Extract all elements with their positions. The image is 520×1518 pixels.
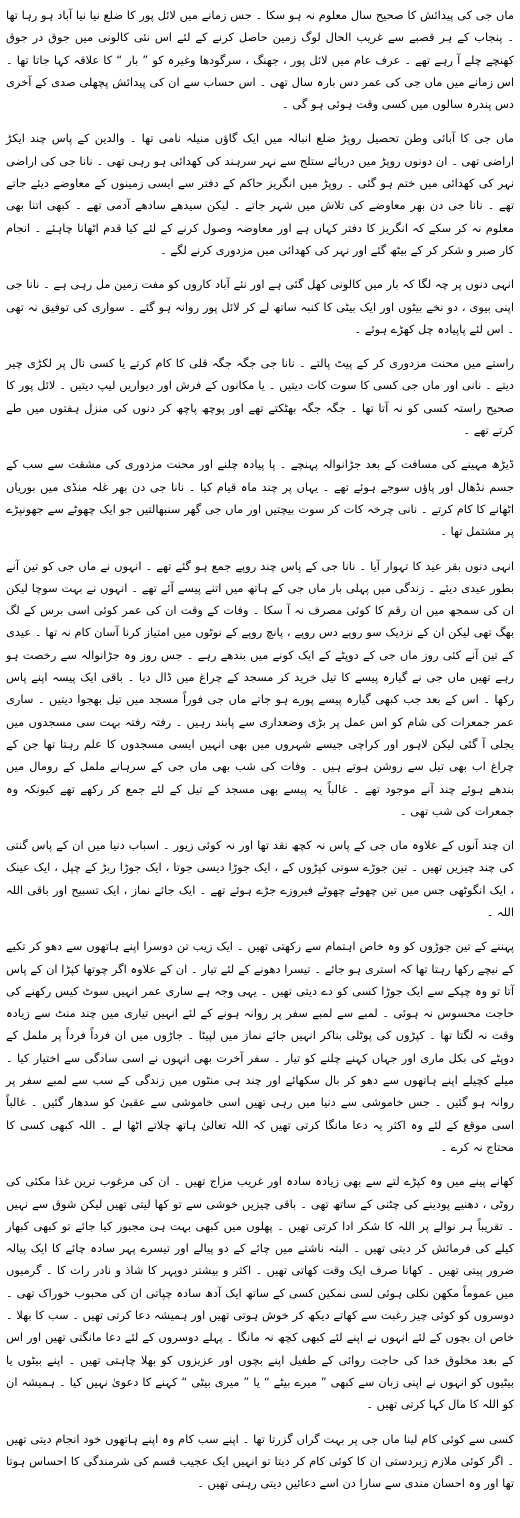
paragraph: انہی دنوں بقر عید کا تہوار آیا ۔ نانا جی کے پاس چند روپے جمع ہو گئے تھے ۔ انہوں نے ماں جی کو تین آنے بطور عیدی دیئے ۔ زندگی میں پہلی بار ماں جی کے ہاتھ میں اتنے پیسے آئے تھے ۔ انہوں نے بہت سوچا لیکن ان کی سمجھ میں ان رقم کا کوئی مصرف نہ آ سکا ۔ وفات کے وقت ان کی عمر کوئی اسی برس کے لگ بھگ تھی لیکن ان کے نزدیک سو روپے دس روپے ، پانچ روپے کے نوٹوں میں امتیاز کرنا آسان کام نہ تھا ۔ عیدی کے تین آنے کئی روز ماں جی کے دوپٹے کے ایک کونے میں بندھے رہے ۔ جس روز وہ جڑانوالہ سے رخصت ہو رہے تھیں ماں جی نے گیارہ پیسے کا تیل خرید کر مسجد کے چراغ میں ڈال دیا ۔ باقی ایک پیسہ اپنے پاس رکھا ۔ اس کے بعد جب کبھی گیارہ پیسے پورے ہو جاتے ماں جی فوراً مسجد میں تیل بھجوا دیتیں ۔ ساری عمر جمعرات کی شام کو اس عمل پر بڑی وضعداری سے پابند رہیں ۔ رفتہ رفتہ بہت سی مسجدوں میں بجلی آ گئی لیکن لاہور اور کراچی جیسے شہروں میں بھی انہیں ایسی مسجدوں کا علم رہتا تھا جن کے چراغ اب بھی تیل سے روشن ہوتے ہیں ۔ وفات کی شب بھی ماں جی کے سرہانے ململ کے رومال میں بندھے ہوئے چند آنے موجود تھے ۔ غالباً یہ پیسے بھی مسجد کے تیل کے لئے جمع کر رکھے تھے کیونکہ وہ جمعرات کی شب تھی ۔ [6,558,514,818]
paragraph: انہی دنوں پر چہ لگا کہ بار میں کالونی کھل گئی ہے اور نئے آباد کاروں کو مفت زمین مل رہی ہے ۔ نانا جی اپنی بیوی ، دو نخے بیٹوں اور ایک بیٹی کا کنبہ ساتھ لے کر لائل پور روانہ ہو گئے ۔ سواری کی توفیق نہ تھی ۔ اس لئے پاپیادہ چل کھڑے ہوئے ۔ [6,277,514,336]
paragraph: راستے میں محنت مزدوری کر کے پیٹ پالتے ۔ نانا جی جگہ جگہ قلی کا کام کرتے یا کسی نال پر لکڑی چیر دیتے ۔ نانی اور ماں جی کسی کا سوت کات دیتیں ۔ یا مکانوں کے فرش اور دیواریں لیپ دیتیں ۔ لائل پور کا صحیح راستہ کسی کو نہ آتا تھا ۔ جگہ جگہ بھٹکتے تھے اور پوچھ پاچھ کر دنوں کی منزل ہفتوں میں طے کرتے تھے ۔ [6,356,514,438]
paragraph: ڈیڑھ مہینے کی مسافت کے بعد جڑانوالہ پہنچے ۔ پا پیادہ چلنے اور محنت مزدوری کی مشقت سے سب کے جسم نڈھال اور پاؤں سوجے ہوئے تھے ۔ یہاں پر چند ماہ قیام کیا ۔ نانا جی دن بھر غلہ منڈی میں بوریاں اٹھانے کا کام کرتے ۔ نانی چرخہ کات کر سوت بیچتیں اور ماں جی گھر سنبھالتیں جو ایک چھوٹے سے جھونپڑے پر مشتمل تھا ۔ [6,457,514,539]
paragraph: ماں جی کی پیدائش کا صحیح سال معلوم نہ ہو سکا ۔ جس زمانے میں لائل پور کا ضلع نیا نیا آباد ہو رہا تھا ۔ پنجاب کے ہر قصبے سے غریب الحال لوگ زمین حاصل کرنے کے لئے اس نئی کالونی میں جوق در جوق کھنچے چلے آ رہے تھے ۔ عرف عام میں لائل پور ، جھنگ ، سرگودھا وغیرہ کو ” بار “ کا علاقہ کہا جاتا تھا ۔ اس زمانے میں ماں جی کی عمر دس بارہ سال تھی ۔ اس حساب سے ان کی پیدائش پچھلی صدی کے آخری دس پندرہ سالوں میں کسی وقت ہوئی ہو گی ۔ [6,8,514,112]
paragraph: کسی سے کوئی کام لینا ماں جی پر بہت گراں گزرتا تھا ۔ اپنے سب کام وہ اپنے ہاتھوں خود انجام دیتی تھیں ۔ اگر کوئی ملازم زبردستی ان کا کوئی کام کر دیتا تو انہیں ایک عجیب قسم کی شرمندگی کا احساس ہوتا تھا اور وہ احسان مندی سے سارا دن اسے دعائیں دیتی رہتی تھیں ۔ [6,1431,514,1491]
paragraph: پہننے کے تین جوڑوں کو وہ خاص اہتمام سے رکھتی تھیں ۔ ایک زیب تن دوسرا اپنے ہاتھوں سے دھو کر تکیے کے نیچے رکھا رہتا تھا کہ استری ہو جائے ۔ تیسرا دھونے کے لئے تیار ۔ ان کے علاوہ اگر چوتھا کپڑا ان کے پاس آتا تو وہ چپکے سے ایک جوڑا کسی کو دے دیتی تھیں ۔ یہی وجہ ہے ساری عمر انہیں سوٹ کیس رکھنے کی حاجت محسوس نہ ہوئی ۔ لمبے سے لمبے سفر پر روانہ ہونے کے لئے انہیں تیاری میں چند منٹ سے زیادہ وقت نہ لگتا تھا ۔ کپڑوں کی پوٹلی بناکر انہیں جائے نماز میں لپیٹا ۔ جاڑوں میں ان فرداً فرداً پر ململ کے دوپٹے کی بکل ماری اور جہاں کہنے چلنے کو تیار ۔ سفر آخرت بھی انہوں نے اسی سادگی سے اختیار کیا ۔ میلے کچیلے اپنے ہاتھوں سے دھو کر بال سکھائے اور چند ہی منٹوں میں زندگی کے سب سے لمبے سفر پر روانہ ہو گئیں ۔ جس خاموشی سے دنیا میں رہی تھیں اسی خاموشی سے عقبیٰ کو سدھار گئیں ۔ غالباً اسی موقع کے لئے وہ اکثر یہ دعا مانگا کرتی تھیں کہ اللہ تعالیٰ ہاتھ چلاتے اٹھا لے ۔ اللہ کبھی کسی کا محتاج نہ کرے ۔ [6,939,514,1154]
paragraph: کھانے پینے میں وہ کپڑے لتے سے بھی زیادہ سادہ اور غریب مزاج تھیں ۔ ان کی مرغوب ترین غذا مکئی کی روٹی ، دھنیے پودینے کی چٹنی کے ساتھ تھی ۔ باقی چیزیں خوشی سے تو کھا لیتی تھیں لیکن شوق سے نہیں ۔ تقریباً ہر نوالے پر اللہ کا شکر ادا کرتی تھیں ۔ پھلوں میں کبھی بہت ہی مجبور کیا جائے تو کبھی کبھار کیلے کی فرمائش کر دیتی تھیں ۔ البتہ ناشتے میں چائے کے دو پیالے اور تیسرے پہر سادہ چائے کا ایک پیالہ ضرور پیتی تھیں ۔ کھانا صرف ایک وقت کھاتی تھیں ۔ اکثر و بیشتر دوپہر کا شاذ و نادر رات کا ۔ گرمیوں میں عموماً مکھن نکلی ہوئی لسی نمکین کسی کے ساتھ ایک آدھ سادہ چپاتی ان کی محبوب خوراک تھی ۔ دوسروں کو کوئی چیز رغبت سے کھاتے دیکھ کر خوش ہوتی تھیں اور ہمیشہ دعا کرتی تھیں ۔ سب کا بھلا ۔ خاص ان بچوں کے لئے انہوں نے اپنے لئے کبھی کچھ نہ مانگا ۔ پہلے دوسروں کے لئے دعا مانگتی تھیں اور اس کے بعد مخلوق خدا کی حاجت روائی کے طفیل اپنے بچوں اور عزیزوں کو بھلا چاہتی تھیں ۔ اپنے بیٹوں یا بیٹیوں کو انہوں نے اپنی زبان سے کبھی ” میرے بیٹے “ یا ” میری بیٹی “ کہنے کا دعویٰ نہیں کیا ۔ ہمیشہ ان کو اللہ کا مال کہا کرتی تھیں ۔ [6,1174,514,1412]
paragraph: ان چند آنوں کے علاوہ ماں جی کے پاس نہ کچھ نقد تھا اور نہ کوئی زیور ۔ اسباب دنیا میں ان کے پاس گنتی کی چند چیزیں تھیں ۔ تین جوڑے سوتی کپڑوں کے ، ایک جوڑا دیسی جوتا ، ایک جوڑا ربڑ کے چپل ، ایک عینک ، ایک انگوٹھی جس میں تین چھوٹے چھوٹے فیروزے جڑے ہوئے تھے ۔ ایک جائے نماز ، ایک تسبیح اور باقی اللہ اللہ ۔ [6,838,514,919]
paragraph: ماں جی کا آبائی وطن تحصیل روپڑ ضلع انبالہ میں ایک گاؤں منیلہ نامی تھا ۔ والدین کے پاس چند ایکڑ اراضی تھی ۔ ان دونوں روپڑ میں دریائے ستلج سے نہر سرہند کی کھدائی ہو رہی تھی ۔ نانا جی کی اراضی نہر کی کھدائی میں ختم ہو گئی ۔ روپڑ میں انگریز حاکم کے دفتر سے ایسی زمینوں کے معاوضے دیئے جاتے تھے ۔ نانا جی دن بھر معاوضے کی تلاش میں شہر جاتے ۔ لیکن سیدھے سادھے آدمی تھے ۔ کبھی اتنا بھی معلوم نہ کر سکے کہ انگریز کا دفتر کہاں ہے اور معاوضہ وصول کرنے کے لئے کیا قدم اٹھانا چاہئے ۔ انجام کار صبر و شکر کر کے بیٹھ گئے اور نہر کی کھدائی میں مزدوری کرنے لگے ۔ [6,131,514,257]
